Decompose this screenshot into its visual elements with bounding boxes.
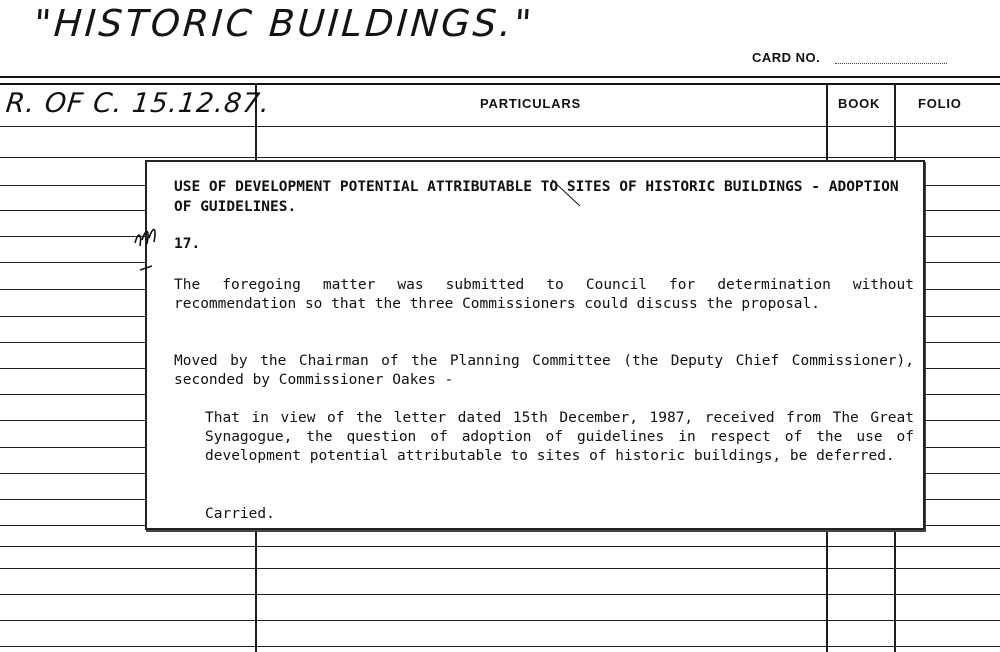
ruled-line xyxy=(0,157,1000,158)
header-bottom-rule xyxy=(0,126,1000,127)
ruled-line xyxy=(0,546,1000,547)
card-number-line xyxy=(835,63,947,64)
minute-resolution: That in view of the letter dated 15th December, 1987, received from The Great Synagogue, the question of adoption of guidelines in respect of the use of development potential attributable to sites of historic buildings, be deferred. xyxy=(205,410,914,464)
handwritten-date-entry: R. OF C. 15.12.87. xyxy=(4,88,272,119)
header-top-rule xyxy=(0,83,1000,85)
ruled-line xyxy=(0,646,1000,647)
minute-heading: USE OF DEVELOPMENT POTENTIAL ATTRIBUTABLE TO SITES OF HISTORIC BUILDINGS - ADOPTION OF GUIDELINES. xyxy=(174,179,899,215)
ruled-line xyxy=(0,594,1000,595)
top-rule xyxy=(0,76,1000,78)
pasted-minute-slip xyxy=(145,160,925,530)
minute-paragraph-2: Moved by the Chairman of the Planning Committee (the Deputy Chief Commissioner), seconded by Commissioner Oakes - xyxy=(174,353,914,388)
folio-header: FOLIO xyxy=(918,96,962,111)
minute-outcome: Carried. xyxy=(205,506,275,522)
card-number-label: CARD NO. xyxy=(752,50,821,65)
particulars-header: PARTICULARS xyxy=(480,96,581,111)
minute-number: 17. xyxy=(174,236,201,252)
minute-paragraph-1: The foregoing matter was submitted to Council for determination without recommendation so that the three Commissioners could discuss the proposal. xyxy=(174,277,914,312)
book-header: BOOK xyxy=(838,96,881,111)
ruled-line xyxy=(0,568,1000,569)
handwritten-title: "HISTORIC BUILDINGS." xyxy=(32,2,536,45)
ruled-line xyxy=(0,620,1000,621)
